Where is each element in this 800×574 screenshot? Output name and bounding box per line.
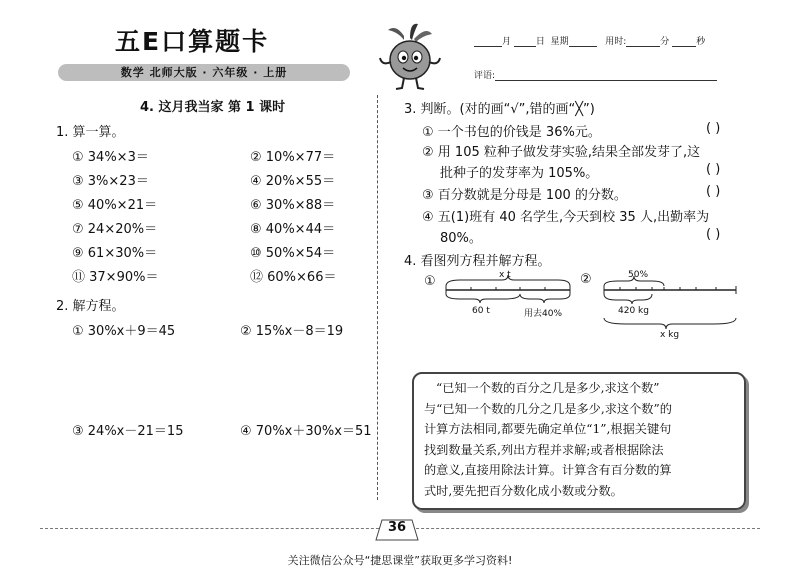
calc-problem: ② 10%×77＝	[250, 150, 336, 165]
section3-title: 3. 判断。(对的画“√”,错的画“╳”)	[404, 102, 595, 117]
brand-title: 五E口算题卡	[115, 27, 270, 56]
judge-item: ④ 五(1)班有 40 名学生,今天到校 35 人,出勤率为	[422, 210, 710, 225]
page-number: 36	[387, 520, 407, 535]
diagram2-number: ②	[580, 272, 592, 287]
calc-problem: ⑥ 30%×88＝	[250, 198, 336, 213]
calc-problem: ⑧ 40%×44＝	[250, 222, 336, 237]
footer-note: 关注微信公众号“捷思课堂”获取更多学习资料!	[287, 554, 513, 567]
equation-problem: ③ 24%x－21＝15	[72, 424, 184, 439]
diagram2-top-label: 50%	[628, 270, 649, 280]
equation-problem: ① 30%x＋9＝45	[72, 324, 176, 339]
diagram1-top-label: x t	[499, 270, 511, 280]
subject-bar: 数学 北师大版 · 六年级 · 上册	[58, 64, 350, 81]
tip-box	[412, 372, 746, 510]
calc-problem: ⑨ 61×30%＝	[72, 246, 158, 261]
section2-title: 2. 解方程。	[56, 299, 125, 314]
date-time-line: 月 日 星期 用时: 分 秒	[474, 34, 705, 47]
calc-problem: ① 34%×3＝	[72, 150, 149, 165]
lesson-title: 4. 这月我当家 第 1 课时	[140, 100, 286, 115]
calc-problem: ④ 20%×55＝	[250, 174, 336, 189]
equation-problem: ② 15%x－8＝19	[240, 324, 344, 339]
tip-text: “已知一个数的百分之几是多少,求这个数” 与“已知一个数的几分之几是多少,求这个数”的 计算方法相同,都要先确定单位“1”,根据关键句 找到数量关系,列出方程并求解;或者根据除法 的意义,直接用除法计算。计算含有百分数的算 式时,要先把百分数化成小数或分数。	[424, 381, 672, 498]
calc-problem: ⑦ 24×20%＝	[72, 222, 158, 237]
judge-item: ③ 百分数就是分母是 100 的分数。	[422, 188, 627, 203]
calc-problem: ⑩ 50%×54＝	[250, 246, 336, 261]
judge-item: ① 一个书包的价钱是 36%元。	[422, 125, 601, 140]
judge-item: 批种子的发芽率为 105%。	[440, 166, 599, 181]
diagram2-line	[596, 270, 742, 338]
answer-paren: ( )	[706, 184, 721, 199]
calc-problem: ③ 3%×23＝	[72, 174, 149, 189]
answer-paren: ( )	[706, 121, 721, 136]
calc-problem: ⑫ 60%×66＝	[250, 270, 337, 285]
column-divider	[377, 95, 378, 500]
answer-paren: ( )	[706, 227, 721, 242]
radish-mascot-icon	[374, 22, 446, 94]
diagram2-mid-label: 420 kg	[618, 306, 649, 316]
calc-problem: ⑪ 37×90%＝	[72, 270, 159, 285]
section4-title: 4. 看图列方程并解方程。	[404, 254, 551, 269]
judge-item: 80%。	[440, 231, 482, 246]
diagram1-number: ①	[424, 274, 436, 289]
calc-problem: ⑤ 40%×21＝	[72, 198, 158, 213]
diagram1-left-label: 60 t	[472, 306, 490, 316]
section1-title: 1. 算一算。	[56, 125, 125, 140]
answer-paren: ( )	[706, 162, 721, 177]
diagram1-right-label: 用去40%	[524, 309, 563, 319]
judge-item: ② 用 105 粒种子做发芽实验,结果全部发芽了,这	[422, 145, 701, 160]
diagram2-bottom-label: x kg	[660, 330, 680, 340]
review-line: 评语:	[474, 68, 717, 81]
equation-problem: ④ 70%x＋30%x＝51	[240, 424, 372, 439]
